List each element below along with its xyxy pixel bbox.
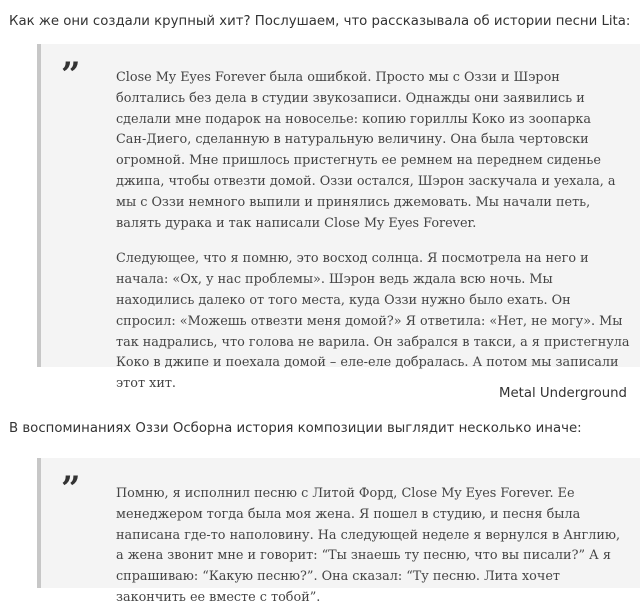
quote-line: джипа, чтобы отвезти домой. Оззи остался, Шэрон заскучала и уехала, а	[116, 173, 616, 189]
quote-line: сделали мне подарок на новоселье: копию гориллы Коко из зоопарка	[116, 111, 592, 127]
quote-line: так надрались, что голова не варила. Он забрался в такси, а я пристегнула	[116, 334, 630, 350]
quote-mark-icon: ”	[61, 55, 81, 95]
quote-line: Close My Eyes Forever была ошибкой. Просто мы с Оззи и Шэрон	[116, 70, 560, 85]
blockquote-ozzy	[37, 458, 640, 605]
quote-line: этот хит.	[116, 376, 176, 392]
quote-line: Коко в джипе и поехала домой – еле-еле добралась. А потом мы записали	[116, 355, 619, 371]
quote-line: а жена звонит мне и говорит: “Ты знаешь ту песню, что вы писали?” А я	[116, 548, 611, 564]
quote-line: начала: «Ох, у нас проблемы». Шэрон ведь ждала всю ночь. Мы	[116, 272, 553, 288]
quote-lita-text	[116, 68, 636, 395]
quote-ozzy-text	[116, 484, 636, 609]
quote-line: огромной. Мне пришлось пристегнуть ее ремнем на переднем сиденье	[116, 153, 601, 169]
quote-line: валять дурака и так написали Close My Eyes Forever.	[116, 215, 477, 231]
quote-source-credit: Metal Underground	[499, 386, 627, 401]
quote-mark-icon: ”	[61, 469, 81, 509]
quote-line: мы с Оззи немного выпили и принялись джемовать. Мы начали петь,	[116, 194, 591, 210]
quote-line: спросил: «Можешь отвезти меня домой?» Я ответила: «Нет, не могу». Мы	[116, 313, 623, 329]
middle-paragraph: В воспоминаниях Оззи Осборна история композиции выглядит несколько иначе:	[9, 421, 582, 436]
quote-line: болтались без дела в студии звукозаписи. Однажды они заявились и	[116, 90, 585, 106]
quote-line: Помню, я исполнил песню с Литой Форд, Close My Eyes Forever. Ее	[116, 486, 575, 501]
quote-line: закончить ее вместе с тобой”.	[116, 589, 321, 605]
quote-line: Следующее, что я помню, это восход солнца. Я посмотрела на него и	[116, 251, 589, 267]
quote-line: менеджером тогда была моя жена. Я пошел в студию, и песня была	[116, 506, 581, 522]
intro-paragraph: Как же они создали крупный хит? Послушаем, что рассказывала об истории песни Lita:	[9, 14, 631, 29]
quote-line: написана где-то наполовину. На следующей неделе я вернулся в Англию,	[116, 527, 621, 543]
quote-line: находились далеко от того места, куда Оззи нужно было ехать. Он	[116, 292, 571, 308]
quote-line: спрашиваю: “Какую песню?”. Она сказал: “Ту песню. Лита хочет	[116, 569, 560, 585]
quote-line: Сан-Диего, сделанную в натуральную величину. Она была чертовски	[116, 132, 589, 148]
blockquote-lita	[37, 44, 640, 392]
